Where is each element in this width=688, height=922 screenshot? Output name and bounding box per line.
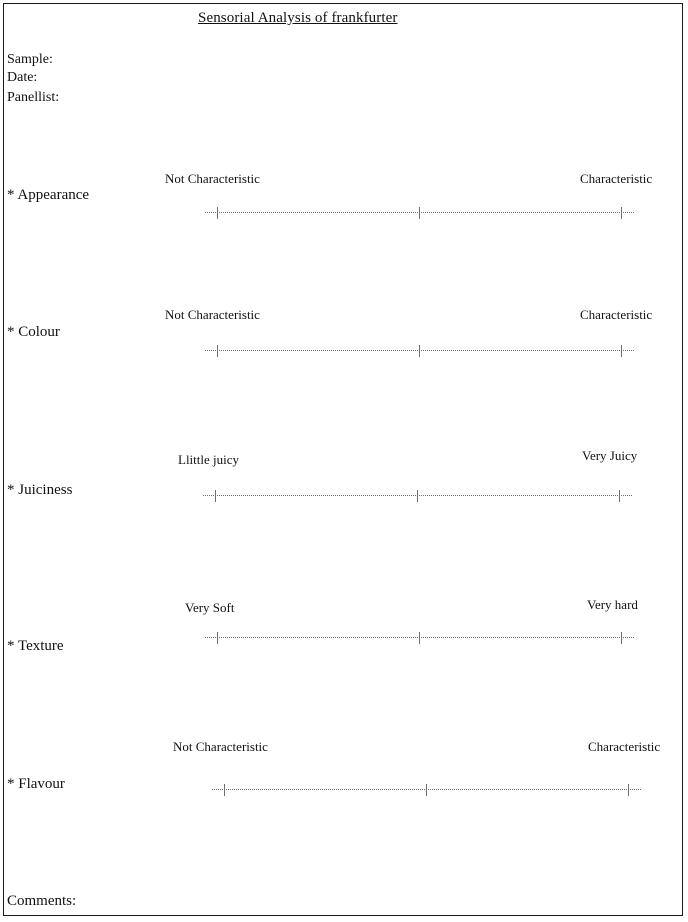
scale-tick-low [217, 207, 218, 219]
scale-tick-high [621, 632, 622, 644]
juiciness-low-anchor: Llittle juicy [178, 452, 240, 467]
scale-tick-low [215, 490, 216, 502]
date-label: Date: [7, 70, 38, 85]
juiciness-label: * Juiciness [7, 482, 73, 498]
scale-tick-mid [426, 784, 427, 796]
texture-low-anchor: Very Soft [185, 600, 235, 615]
flavour-label: * Flavour [7, 776, 65, 792]
scale-tick-high [621, 207, 622, 219]
scale-tick-mid [419, 632, 420, 644]
scale-tick-low [217, 345, 218, 357]
scale-tick-mid [419, 207, 420, 219]
texture-high-anchor: Very hard [587, 597, 638, 612]
scale-tick-mid [417, 490, 418, 502]
scale-tick-low [217, 632, 218, 644]
scale-tick-high [619, 490, 620, 502]
texture-label: * Texture [7, 638, 64, 654]
appearance-high-anchor: Characteristic [580, 171, 653, 186]
flavour-scale[interactable] [212, 784, 641, 796]
colour-label: * Colour [7, 324, 60, 340]
appearance-label: * Appearance [7, 187, 90, 203]
panellist-label: Panellist: [7, 90, 60, 105]
appearance-scale[interactable] [205, 207, 634, 219]
colour-high-anchor: Characteristic [580, 307, 653, 322]
juiciness-scale[interactable] [203, 490, 632, 502]
scale-tick-low [224, 784, 225, 796]
juiciness-high-anchor: Very Juicy [582, 448, 638, 463]
comments-label: Comments: [7, 893, 77, 909]
appearance-low-anchor: Not Characteristic [165, 171, 260, 186]
scale-tick-mid [419, 345, 420, 357]
sample-label: Sample: [7, 52, 53, 67]
form-title: Sensorial Analysis of frankfurter [198, 10, 398, 26]
colour-scale[interactable] [205, 345, 634, 357]
texture-scale[interactable] [205, 632, 634, 644]
scale-tick-high [628, 784, 629, 796]
flavour-low-anchor: Not Characteristic [173, 739, 268, 754]
scale-tick-high [621, 345, 622, 357]
form-border [3, 3, 683, 916]
flavour-high-anchor: Characteristic [588, 739, 661, 754]
colour-low-anchor: Not Characteristic [165, 307, 260, 322]
